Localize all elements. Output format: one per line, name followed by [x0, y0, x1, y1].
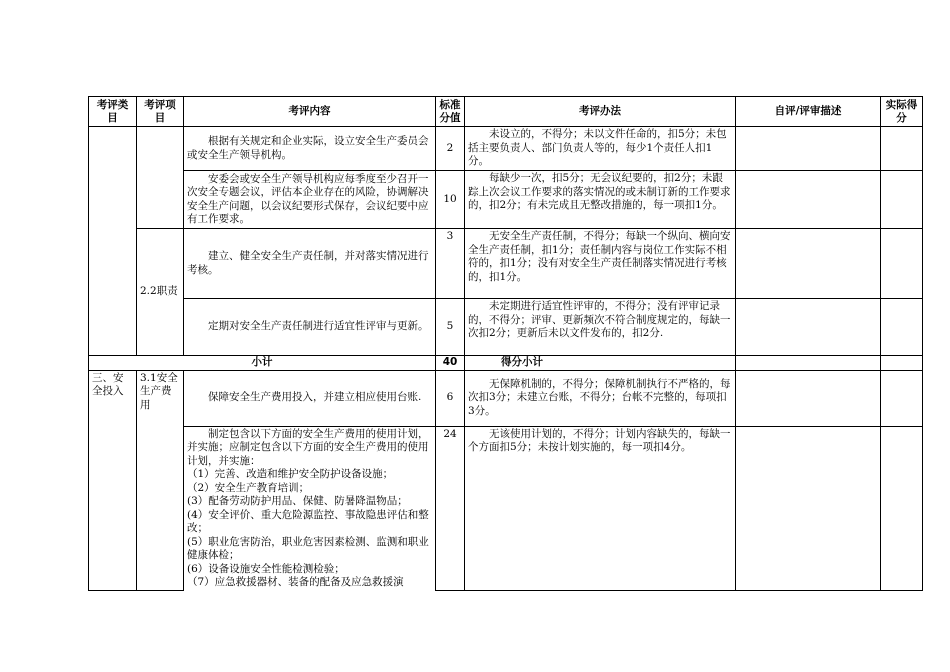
content-cell	[184, 426, 436, 591]
content-cell: 保障安全生产费用投入，并建立相应使用台账.	[184, 370, 436, 426]
self-assessment-cell[interactable]	[736, 171, 881, 229]
header-content: 考评内容	[184, 97, 436, 127]
content-cell: 根据有关规定和企业实际，设立安全生产委员会或安全生产领导机构。	[184, 127, 436, 171]
actual-score-cell[interactable]	[881, 370, 923, 426]
content-intro: 制定包含以下方面的安全生产费用的使用计划，并实施；应制定包含以下方面的安全生产费用的使用计划，并实施：	[187, 427, 429, 467]
actual-score-cell[interactable]	[881, 171, 923, 229]
header-method: 考评办法	[465, 97, 736, 127]
item-cell: 3.1安全生产费用	[137, 370, 184, 591]
header-actual-score: 实际得分	[881, 97, 923, 127]
method-cell: 无保障机制的，不得分；保障机制执行不严格的，每次扣3分；未建立台账，不得分；台帐不完整的，每项扣3分。	[465, 370, 736, 426]
method-cell: 每缺少一次，扣5分；无会议纪要的，扣2分；未跟踪上次会议工作要求的落实情况的或未制订新的工作要求的，扣2分；有未完成且无整改措施的，每一项扣1分。	[465, 171, 736, 229]
header-category: 考评类目	[89, 97, 137, 127]
item-cell: 2.2职责	[137, 229, 184, 356]
score-cell: 5	[436, 299, 465, 356]
content-list-item: (5）职业危害防治，职业危害因素检测、监测和职业健康体检；	[187, 535, 429, 561]
self-assessment-cell[interactable]	[736, 356, 881, 371]
content-list-item: （7）应急救援器材、装备的配备及应急救援演	[187, 576, 404, 588]
header-self-assessment: 自评/评审描述	[736, 97, 881, 127]
content-cell: 定期对安全生产责任制进行适宜性评审与更新。	[184, 299, 436, 356]
subtotal-method-label: 得分小计	[465, 356, 736, 371]
content-cell: 建立、健全安全生产责任制，并对落实情况进行考核。	[184, 229, 436, 299]
method-cell: 未设立的，不得分；未以文件任命的，扣5分；未包括主要负责人、部门负责人等的，每少1个责任人扣1分。	[465, 127, 736, 171]
content-cell: 安委会或安全生产领导机构应每季度至少召开一次安全专题会议，评估本企业存在的风险，协调解决安全生产问题，以会议纪要形式保存，会议纪要中应有工作要求。	[184, 171, 436, 229]
content-list-item: （1）完善、改造和维护安全防护设备设施；	[187, 468, 394, 480]
score-cell: 10	[436, 171, 465, 229]
category-cell	[89, 127, 137, 356]
actual-score-cell[interactable]	[881, 127, 923, 171]
category-cell: 三、安全投入	[89, 370, 137, 591]
content-list-item: (6）设备设施安全性能检测检验；	[187, 562, 345, 575]
self-assessment-cell[interactable]	[736, 370, 881, 426]
item-cell	[137, 127, 184, 229]
actual-score-cell[interactable]	[881, 426, 923, 591]
header-row	[89, 97, 923, 127]
self-assessment-cell[interactable]	[736, 127, 881, 171]
content-list-item: (3）配备劳动防护用品、保健、防暑降温物品；	[187, 495, 408, 507]
evaluation-table	[88, 96, 923, 591]
subtotal-score: 40	[436, 356, 465, 371]
score-cell: 3	[436, 229, 465, 299]
table-row	[89, 229, 923, 299]
method-cell: 无安全生产责任制，不得分；每缺一个纵向、横向安全生产责任制，扣1分；责任制内容与岗位工作实际不相符的，扣1分；没有对安全生产责任制落实情况进行考核的，扣1分。	[465, 229, 736, 299]
actual-score-cell[interactable]	[881, 229, 923, 299]
score-cell: 2	[436, 127, 465, 171]
header-standard-score: 标准分值	[436, 97, 465, 127]
table-row	[89, 426, 923, 591]
score-cell: 24	[436, 426, 465, 591]
method-cell: 未定期进行适宜性评审的，不得分；没有评审记录的，不得分；评审、更新频次不符合制度规定的，每缺一次扣2分；更新后未以文件发布的，扣2分.	[465, 299, 736, 356]
actual-score-cell[interactable]	[881, 299, 923, 356]
table-row	[89, 171, 923, 229]
self-assessment-cell[interactable]	[736, 299, 881, 356]
table-row	[89, 299, 923, 356]
content-list-item: （2）安全生产教育培训；	[187, 481, 310, 494]
content-list-item: (4）安全评价、重大危险源监控、事故隐患评估和整改；	[187, 508, 429, 534]
actual-score-cell[interactable]	[881, 356, 923, 371]
self-assessment-cell[interactable]	[736, 426, 881, 591]
subtotal-row	[89, 356, 923, 371]
self-assessment-cell[interactable]	[736, 229, 881, 299]
score-cell: 6	[436, 370, 465, 426]
subtotal-label: 小计	[89, 356, 436, 371]
table-row	[89, 370, 923, 426]
table-row	[89, 127, 923, 171]
method-cell: 无该使用计划的，不得分；计划内容缺失的，每缺一个方面扣5分；未按计划实施的，每一项扣4分。	[465, 426, 736, 591]
header-item: 考评项目	[137, 97, 184, 127]
